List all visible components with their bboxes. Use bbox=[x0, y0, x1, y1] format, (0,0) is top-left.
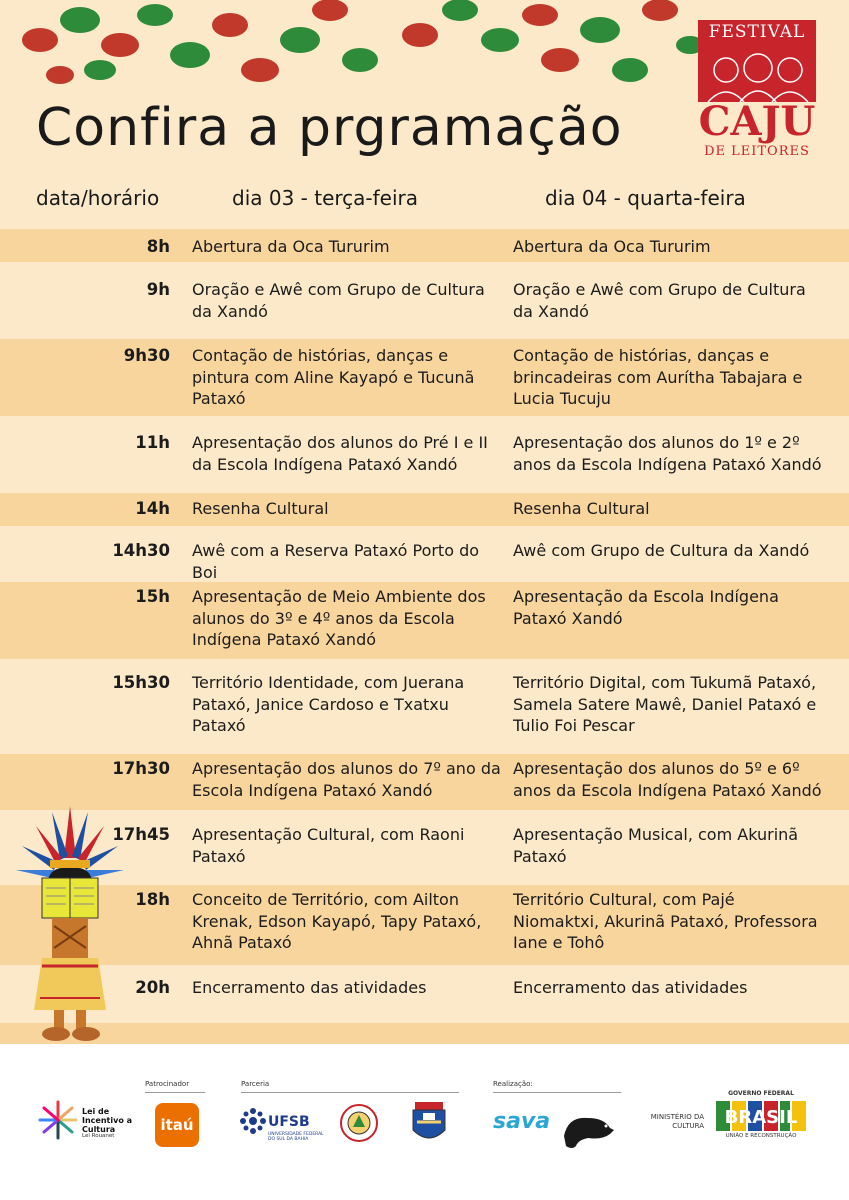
row-day3-activity: Apresentação Cultural, com Raoni Pataxó bbox=[192, 825, 465, 866]
row-day3-activity: Encerramento das atividades bbox=[192, 978, 427, 997]
row-time: 9h30 bbox=[123, 346, 170, 365]
header-day2: dia 04 - quarta-feira bbox=[545, 186, 746, 210]
uniao-reconstrucao-text: UNIÃO E RECONSTRUÇÃO bbox=[725, 1133, 797, 1139]
row-day3-activity: Awê com a Reserva Pataxó Porto do Boi bbox=[192, 541, 480, 582]
logo-caju-text: CAJU bbox=[698, 98, 816, 145]
row-time: 8h bbox=[146, 237, 170, 256]
header-day1: dia 03 - terça-feira bbox=[232, 186, 419, 210]
row-day4-activity: Resenha Cultural bbox=[513, 499, 650, 518]
row-day4-activity: Apresentação dos alunos do 5º e 6º anos da Escola Indígena Pataxó Xandó bbox=[513, 759, 822, 800]
row-time: 9h bbox=[146, 280, 170, 299]
schedule-row bbox=[0, 659, 849, 754]
label-realizacao: Realização: bbox=[493, 1080, 533, 1088]
indigenous-school-seal-icon bbox=[339, 1103, 379, 1143]
row-day4-activity: Abertura da Oca Tururim bbox=[513, 237, 711, 256]
row-day4-activity: Awê com Grupo de Cultura da Xandó bbox=[513, 541, 810, 560]
row-time: 11h bbox=[135, 433, 170, 452]
row-day3-activity: Apresentação de Meio Ambiente dos alunos do 3º e 4º anos da Escola Indígena Pataxó Xandó bbox=[192, 587, 486, 649]
row-day3-activity: Conceito de Território, com Ailton Krenak, Edson Kayapó, Tapy Pataxó, Ahnã Pataxó bbox=[192, 890, 482, 952]
saruê-cultural-logo-icon bbox=[558, 1106, 616, 1152]
row-day3-activity: Apresentação dos alunos do Pré I e II da Escola Indígena Pataxó Xandó bbox=[192, 433, 488, 474]
divider bbox=[145, 1092, 205, 1093]
ufsb-text: UFSB bbox=[268, 1114, 310, 1130]
schedule-row bbox=[0, 339, 849, 416]
lei-incentivo-cultura-logo bbox=[38, 1100, 78, 1140]
festival-caju-logo bbox=[698, 20, 816, 162]
schedule-row bbox=[0, 229, 849, 262]
brasil-wordmark-text: BRASIL bbox=[724, 1107, 798, 1128]
row-day4-activity: Território Cultural, com Pajé Niomaktxi, Akurinã Pataxó, Professora Iane e Tohô bbox=[513, 890, 818, 952]
brasil-wordmark bbox=[716, 1101, 806, 1131]
ufsb-subtext: UNIVERSIDADE FEDERAL DO SUL DA BAHIA bbox=[268, 1132, 324, 1142]
label-parceria: Parceria bbox=[241, 1080, 270, 1088]
schedule-row bbox=[0, 416, 849, 493]
lei-rouanet-text: Lei Rouanet bbox=[82, 1133, 115, 1139]
sava-logo: sava bbox=[493, 1109, 551, 1134]
logo-faces-art bbox=[698, 44, 816, 102]
governo-federal-text: GOVERNO FEDERAL bbox=[728, 1090, 794, 1097]
row-day4-activity: Apresentação da Escola Indígena Pataxó Xandó bbox=[513, 587, 779, 628]
row-time: 15h30 bbox=[112, 673, 170, 692]
row-day4-activity: Apresentação Musical, com Akurinã Pataxó bbox=[513, 825, 799, 866]
row-day4-activity: Apresentação dos alunos do 1º e 2º anos da Escola Indígena Pataxó Xandó bbox=[513, 433, 822, 474]
row-time: 18h bbox=[135, 890, 170, 909]
row-day4-activity: Contação de histórias, danças e brincadeiras com Aurítha Tabajara e Lucia Tucuju bbox=[513, 346, 803, 408]
row-day3-activity: Contação de histórias, danças e pintura com Aline Kayapó e Tucunã Pataxó bbox=[192, 346, 475, 408]
row-time: 14h bbox=[135, 499, 170, 518]
page-title: Confira a prgramação bbox=[36, 98, 623, 158]
label-patrocinador: Patrocinador bbox=[145, 1080, 190, 1088]
ufsb-emblem-icon bbox=[240, 1108, 266, 1134]
row-time: 17h30 bbox=[112, 759, 170, 778]
divider bbox=[241, 1092, 459, 1093]
schedule-row bbox=[0, 493, 849, 526]
ministerio-cultura-text: MINISTÉRIO DA CULTURA bbox=[650, 1113, 704, 1130]
row-time: 20h bbox=[135, 978, 170, 997]
divider bbox=[493, 1092, 621, 1093]
indigenous-reader-illustration bbox=[10, 798, 130, 1043]
row-day3-activity: Resenha Cultural bbox=[192, 499, 329, 518]
municipal-coat-of-arms-icon bbox=[409, 1100, 449, 1146]
schedule-row bbox=[0, 262, 849, 339]
row-day4-activity: Oração e Awê com Grupo de Cultura da Xandó bbox=[513, 280, 806, 321]
row-day3-activity: Território Identidade, com Juerana Pataxó, Janice Cardoso e Txatxu Pataxó bbox=[192, 673, 465, 735]
row-time: 15h bbox=[135, 587, 170, 606]
row-day3-activity: Abertura da Oca Tururim bbox=[192, 237, 390, 256]
row-day3-activity: Oração e Awê com Grupo de Cultura da Xandó bbox=[192, 280, 485, 321]
logo-leitores-text: DE LEITORES bbox=[704, 144, 810, 159]
row-time: 14h30 bbox=[112, 541, 170, 560]
leaf-cluster-right bbox=[402, 0, 704, 82]
itau-logo: itaú bbox=[155, 1103, 199, 1147]
header-time: data/horário bbox=[36, 186, 160, 210]
row-day4-activity: Território Digital, com Tukumã Pataxó, Samela Satere Mawê, Daniel Pataxó e Tulio Foi Pescar bbox=[513, 673, 817, 735]
row-time: 17h45 bbox=[112, 825, 170, 844]
leaf-cluster-left bbox=[22, 0, 378, 84]
row-day3-activity: Apresentação dos alunos do 7º ano da Escola Indígena Pataxó Xandó bbox=[192, 759, 501, 800]
lei-incentivo-text: Lei de Incentivo a Cultura bbox=[82, 1107, 132, 1134]
logo-festival-text: FESTIVAL bbox=[698, 20, 816, 44]
schedule-row bbox=[0, 526, 849, 582]
schedule-row bbox=[0, 582, 849, 659]
row-day4-activity: Encerramento das atividades bbox=[513, 978, 748, 997]
